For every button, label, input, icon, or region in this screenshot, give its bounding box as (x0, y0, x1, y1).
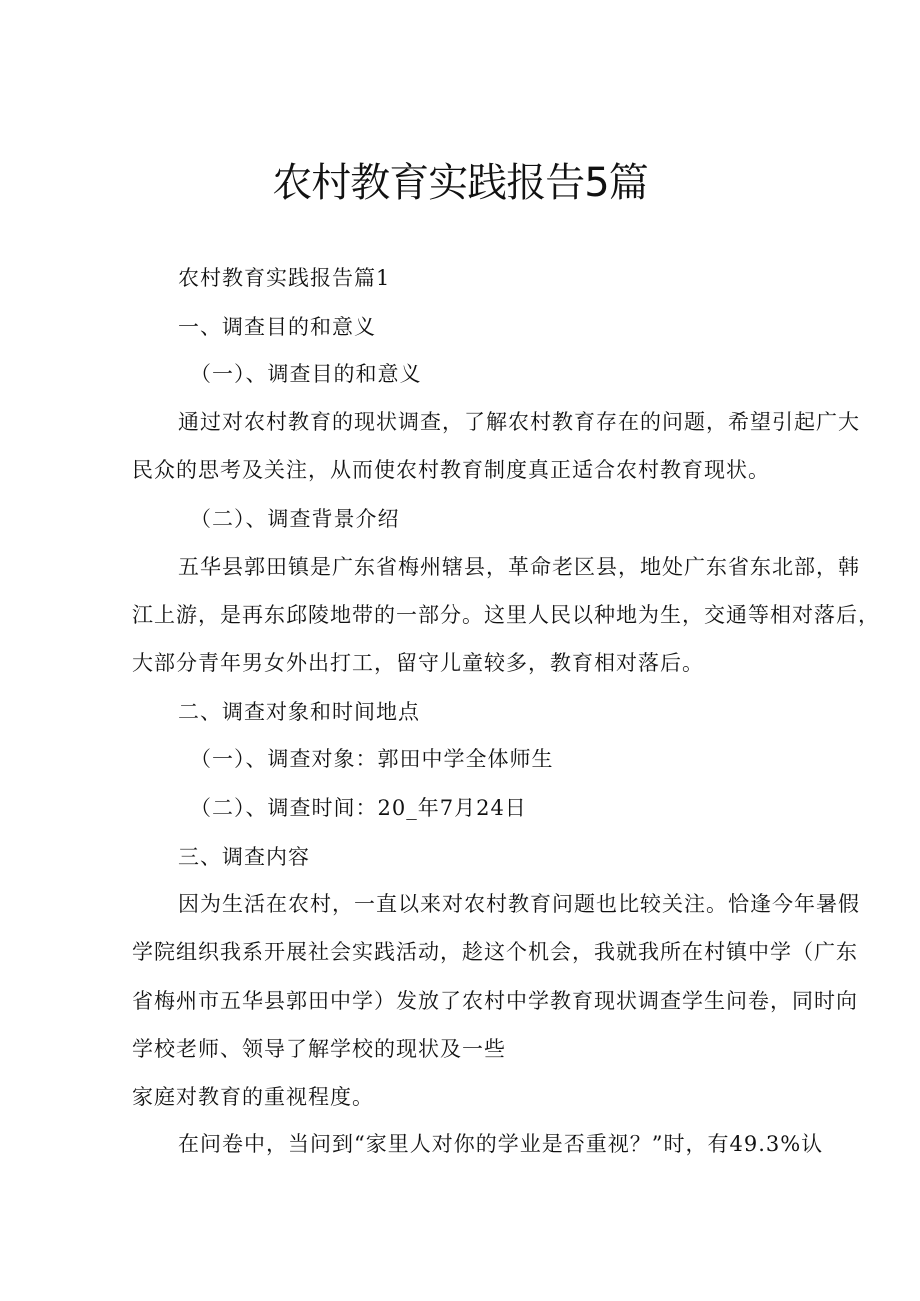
report-subtitle: 农村教育实践报告篇1 (178, 266, 391, 290)
paragraph-line: 因为生活在农村，一直以来对农村教育问题也比较关注。恰逢今年暑假 (178, 892, 860, 916)
document-title: 农村教育实践报告5篇 (272, 160, 648, 206)
subsection-heading-2-1: （一）、调查对象：郭田中学全体师生 (190, 747, 554, 771)
paragraph-line: 在问卷中，当问到“家里人对你的学业是否重视？”时，有49.3%认 (178, 1132, 824, 1156)
paragraph-line: 江上游，是再东邱陵地带的一部分。这里人民以种地为生，交通等相对落后， (132, 603, 880, 627)
section-heading-1: 一、调查目的和意义 (178, 315, 376, 339)
paragraph-line: 学院组织我系开展社会实践活动，趁这个机会，我就我所在村镇中学（广东 (132, 940, 858, 964)
paragraph-line: 五华县郭田镇是广东省梅州辖县，革命老区县，地处广东省东北部，韩 (178, 555, 860, 579)
section-heading-3: 三、调查内容 (178, 845, 310, 869)
paragraph-line: 学校老师、领导了解学校的现状及一些 (132, 1037, 506, 1061)
section-heading-2: 二、调查对象和时间地点 (178, 700, 420, 724)
paragraph-line: 通过对农村教育的现状调查，了解农村教育存在的问题，希望引起广大 (178, 410, 860, 434)
subsection-heading-1-2: （二）、调查背景介绍 (190, 507, 400, 531)
paragraph-line: 家庭对教育的重视程度。 (132, 1085, 374, 1109)
paragraph-line: 省梅州市五华县郭田中学）发放了农村中学教育现状调查学生问卷，同时向 (132, 989, 858, 1013)
subsection-heading-2-2: （二）、调查时间：20_年7月24日 (190, 796, 527, 820)
paragraph-line: 大部分青年男女外出打工，留守儿童较多，教育相对落后。 (132, 651, 704, 675)
subsection-heading-1-1: （一）、调查目的和意义 (190, 362, 422, 386)
paragraph-line: 民众的思考及关注，从而使农村教育制度真正适合农村教育现状。 (132, 458, 770, 482)
